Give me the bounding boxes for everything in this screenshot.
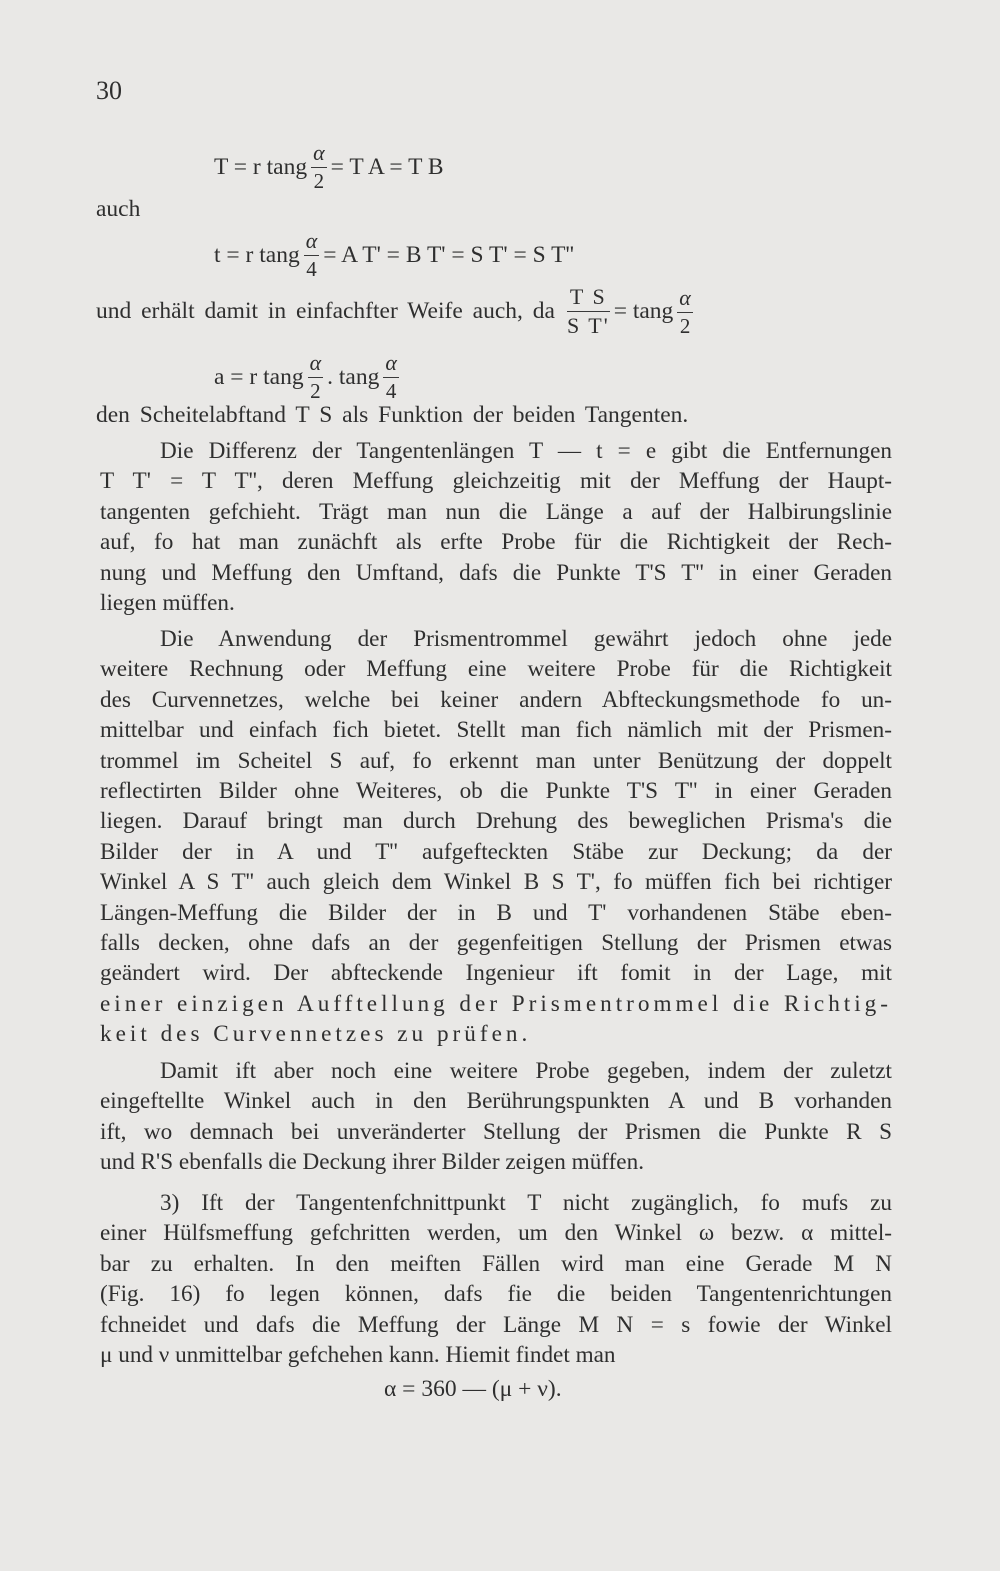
formula-alpha: α = 360 — (μ + ν). bbox=[384, 1376, 562, 1402]
fraction bbox=[677, 284, 693, 338]
formula-lhs: T = r tang bbox=[214, 153, 308, 180]
formula-lhs: t = r tang bbox=[214, 241, 300, 268]
fraction bbox=[567, 286, 610, 337]
fraction-numerator: α bbox=[305, 228, 318, 253]
paragraph-2 bbox=[100, 624, 892, 1050]
paragraph-line: ift, wo demnach bei unveränderter Stellung der Prismen die Punkte R S bbox=[100, 1118, 892, 1145]
paragraph-line: auf, fo hat man zunächft als erfte Probe für die Richtigkeit der Rech- bbox=[100, 529, 892, 556]
paragraph-line: mittelbar und einfach fich bietet. Stellt man fich nämlich mit der Prismen- bbox=[100, 717, 892, 744]
paragraph-line: geändert wird. Der abfteckende Ingenieur ift fomit in der Lage, mit bbox=[100, 960, 892, 987]
paragraph-line: reflectirten Bilder ohne Weiteres, ob die Punkte T'S T'' in einer Geraden bbox=[100, 778, 892, 805]
paragraph-line: liegen müffen. bbox=[100, 590, 235, 617]
formula-mid: = tang bbox=[613, 298, 674, 324]
formula-mid: . tang bbox=[327, 363, 380, 390]
paragraph-3 bbox=[100, 1056, 892, 1178]
paragraph-line: trommel im Scheitel S auf, fo erkennt man unter Benützung der doppelt bbox=[100, 747, 892, 774]
paragraph-line: fchneidet und dafs die Meffung der Länge M N = s fowie der Winkel bbox=[100, 1311, 892, 1338]
fraction-denominator: 2 bbox=[310, 379, 321, 403]
paragraph-line: des Curvennetzes, welche bei keiner andern Abfteckungsmethode fo un- bbox=[100, 686, 892, 713]
word-auch: auch bbox=[96, 196, 141, 222]
fraction-numerator: α bbox=[309, 350, 322, 375]
fraction-numerator: α bbox=[679, 284, 691, 310]
fraction-denominator: 4 bbox=[385, 379, 397, 403]
paragraph-line: einer Hülfsmeffung gefchritten werden, um den Winkel ω bezw. α mittel- bbox=[100, 1220, 892, 1247]
paragraph-line: bar zu erhalten. In den meiften Fällen wird man eine Gerade M N bbox=[100, 1250, 892, 1277]
formula-apex-distance bbox=[214, 352, 403, 402]
fraction bbox=[383, 352, 399, 402]
fraction bbox=[308, 352, 324, 402]
paragraph-line: liegen. Darauf bringt man durch Drehung des beweglichen Prisma's die bbox=[100, 808, 892, 835]
text-line-scheitel: den Scheitelabftand T S als Funktion der beiden Tangenten. bbox=[96, 402, 689, 428]
fraction-denominator: 4 bbox=[306, 257, 317, 281]
paragraph-line: (Fig. 16) fo legen können, dafs fie die beiden Tangentenrichtungen bbox=[100, 1281, 892, 1308]
paragraph-4 bbox=[100, 1188, 892, 1370]
formula-rhs: = A T' = B T' = S T' = S T'' bbox=[323, 241, 574, 268]
paragraph-line: Bilder der in A und T'' aufgefteckten Stäbe zur Deckung; da der bbox=[100, 838, 892, 865]
page-number: 30 bbox=[96, 76, 122, 105]
paragraph-line: und R'S ebenfalls die Deckung ihrer Bilder zeigen müffen. bbox=[100, 1149, 644, 1176]
paragraph-line: Die Differenz der Tangentenlängen T — t = e gibt die Entfernungen bbox=[160, 438, 892, 464]
paragraph-line: μ und ν unmittelbar gefchehen kann. Hiemit findet man bbox=[100, 1342, 616, 1369]
paragraph-line: tangenten gefchieht. Trägt man nun die Länge a auf der Halbirungslinie bbox=[100, 498, 892, 525]
paragraph-line: Winkel A S T'' auch gleich dem Winkel B S T', fo müffen fich bei richtiger bbox=[100, 869, 892, 896]
paragraph-line: Damit ift aber noch eine weitere Probe gegeben, indem der zuletzt bbox=[160, 1058, 892, 1084]
paragraph-1 bbox=[100, 436, 892, 618]
fraction bbox=[311, 142, 327, 192]
fraction-denominator: 2 bbox=[679, 313, 691, 338]
paragraph-line: eingeftellte Winkel auch in den Berührungspunkten A und B vorhanden bbox=[100, 1088, 892, 1115]
formula-lhs: a = r tang bbox=[214, 363, 304, 390]
line-text: und erhält damit in einfachfter Weife auch, da bbox=[96, 298, 555, 324]
paragraph-line: Die Anwendung der Prismentrommel gewährt jedoch ohne jede bbox=[160, 626, 892, 652]
paragraph-line: Längen-Meffung die Bilder der in B und T' vorhandenen Stäbe eben- bbox=[100, 899, 892, 926]
paragraph-line: falls decken, ohne dafs an der gegenfeitigen Stellung der Prismen etwas bbox=[100, 930, 892, 957]
paragraph-line: 3) Ift der Tangentenfchnittpunkt T nicht zugänglich, fo mufs zu bbox=[160, 1190, 892, 1216]
paragraph-line: nung und Meffung den Umftand, dafs die Punkte T'S T'' in einer Geraden bbox=[100, 559, 892, 586]
formula-small-tangent bbox=[214, 230, 574, 280]
fraction-numerator: T S bbox=[569, 284, 607, 309]
paragraph-line: weitere Rechnung oder Meffung eine weitere Probe für die Richtigkeit bbox=[100, 656, 892, 683]
fraction-denominator: S T' bbox=[566, 313, 610, 338]
fraction bbox=[304, 230, 320, 280]
fraction-denominator: 2 bbox=[313, 169, 325, 193]
fraction-numerator: α bbox=[313, 140, 325, 165]
paragraph-line: keit des Curvennetzes zu prüfen. bbox=[100, 1021, 532, 1048]
paragraph-line: T T' = T T'', deren Meffung gleichzeitig mit der Meffung der Haupt- bbox=[100, 468, 892, 495]
text-line-with-fraction bbox=[96, 286, 697, 337]
paragraph-line: einer einzigen Aufftellung der Prismentrommel die Richtig- bbox=[100, 990, 892, 1017]
formula-rhs: = T A = T B bbox=[330, 153, 444, 180]
formula-tangent-length bbox=[214, 142, 444, 192]
fraction-numerator: α bbox=[385, 350, 397, 375]
